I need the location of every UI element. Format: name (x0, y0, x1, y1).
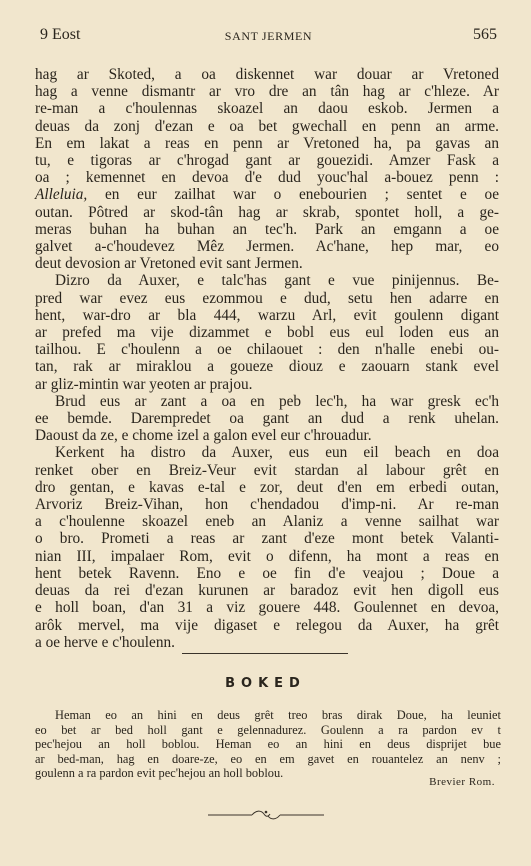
text-line: hag a venne dismantr ar vro dre an tân hag ar c'hleze. Ar (35, 83, 499, 101)
boked-line: pec'hejou an holl boblou. Heman eo an hini en deus disprijet bue (35, 737, 501, 752)
text-line: nian III, impalaer Rom, evit o difenn, ha mont a reas en (35, 547, 499, 565)
text-line: tan, rak ar miraklou a goueze diouz e zaouarn stank evel (35, 358, 499, 376)
text-line: En em lakat a reas en penn ar Vretoned ha, pa gavas an (35, 134, 499, 152)
text-line: Kerkent ha distro da Auxer, eus eun eil beach en doa (55, 444, 499, 462)
text-line: pred war evez eus ezommou e dud, setu hen adarre en (35, 289, 499, 307)
text-line: re-man a c'houlennas skoazel an daou eskob. Jermen a (35, 100, 499, 118)
boked-line: goulenn a ra pardon evit pec'hejou an holl boblou. (35, 766, 284, 781)
italic-word: Alleluia, (35, 186, 88, 204)
text-line: outan. Pôtred ar skod-tân hag ar skrab, spontet holl, a ge- (35, 203, 499, 221)
text-line: tailhou. E c'houlenn a oe chilaouet : den n'halle enebi ou- (35, 341, 499, 359)
text-line: arôk mervel, ma vije digaset e relegou da Auxer, ha grêt (35, 616, 499, 634)
boked-text (35, 708, 501, 781)
boked-line: Heman eo an hini en deus grêt treo bras dirak Doue, ha leuniet (55, 708, 501, 722)
section-title: BOKED (225, 676, 306, 691)
paragraph-2 (35, 272, 499, 392)
text-line: a oe herve e c'houlenn. (35, 633, 175, 651)
text-line: Arvoriz Breiz-Vihan, hon c'hendadou d'imp-ni. Ar re-man (35, 496, 499, 514)
text-line: Dizro da Auxer, e talc'has gant e vue pinijennus. Be- (55, 272, 499, 290)
body-text (35, 66, 499, 651)
paragraph-4 (35, 444, 499, 650)
text-line: hent, war-dro ar bla 444, warzu Arl, evit goulenn digant (35, 306, 499, 324)
attribution: Brevier Rom. (429, 776, 495, 788)
text-line: e holl boan, d'an 31 a viz gouere 448. Goulennet en devoa, (35, 599, 499, 617)
text-line: oa ; kemennet en devoa d'e dud youc'hal a-bouez penn : (35, 169, 499, 187)
text-line: ar prefed ma vije dizammet e bobl eus eul loden eus an (35, 324, 499, 342)
text-line: hag ar Skoted, a oa diskennet war douar ar Vretoned (35, 66, 499, 83)
text-line: Brud eus ar zant a oa en peb lec'h, ha war gresk ec'h (55, 392, 499, 410)
section-divider (182, 653, 348, 654)
text-line: tu, e tigoras ar c'hrogad gant ar gouezidi. Amzer Fask a (35, 152, 499, 170)
header-date: 9 Eost (40, 26, 81, 43)
text-line: galvet a-c'houdevez Mêz Jermen. Ac'hane, hep mar, eo (35, 238, 499, 256)
text-line: ar gliz-mintin war yeoten ar prajou. (35, 375, 253, 393)
text-line-alleluia: Alleluia, en eur zailhat war o enebourien ; sentet e oe (35, 186, 499, 204)
text-line: renket ober en Breiz-Veur evit stardan al labour grêt en (35, 461, 499, 479)
text-line: meras buhan ha buhan an tec'h. Park an emgann a oe (35, 220, 499, 238)
text-line: deut devosion ar Vretoned evit sant Jermen. (35, 255, 303, 273)
header-title: SANT JERMEN (224, 29, 313, 43)
text-line: ee bemde. Darempredet oa gant an dud a renk uhelan. (35, 410, 499, 428)
running-head (40, 26, 497, 46)
boked-line: ar bed-man, hag en doare-ze, eo en em gavet en rouantelez an nenv ; (35, 751, 501, 766)
text-line: deuas da rei d'ezan kurunen ar baradoz evit hen digoll eus (35, 582, 499, 600)
paragraph-3 (35, 393, 499, 445)
boked-line: eo bet ar bed holl gant e gelennadurez. Goulenn a ra pardon ev t (35, 722, 501, 737)
text-line: dro gentan, e kavas e-tal e zor, deut d'en em erbedi outan, (35, 478, 499, 496)
paragraph-1 (35, 66, 499, 272)
page-number: 565 (473, 26, 497, 43)
text-line: a c'houlenne skoazel eneb an Alaniz a venne sailhat war (35, 513, 499, 531)
text-line: o bro. Prometi a reas ar zant d'eze mont betek Valanti- (35, 530, 499, 548)
text-line: deuas da zonj d'ezan e oa bet gwechall en penn an arme. (35, 117, 499, 135)
text-line: hent betek Ravenn. Eno e oe fin d'e veajou ; Doue a (35, 564, 499, 582)
end-ornament-icon (206, 808, 326, 822)
text-line: Daoust da ze, e chome izel a galon evel eur c'hrouadur. (35, 427, 372, 445)
